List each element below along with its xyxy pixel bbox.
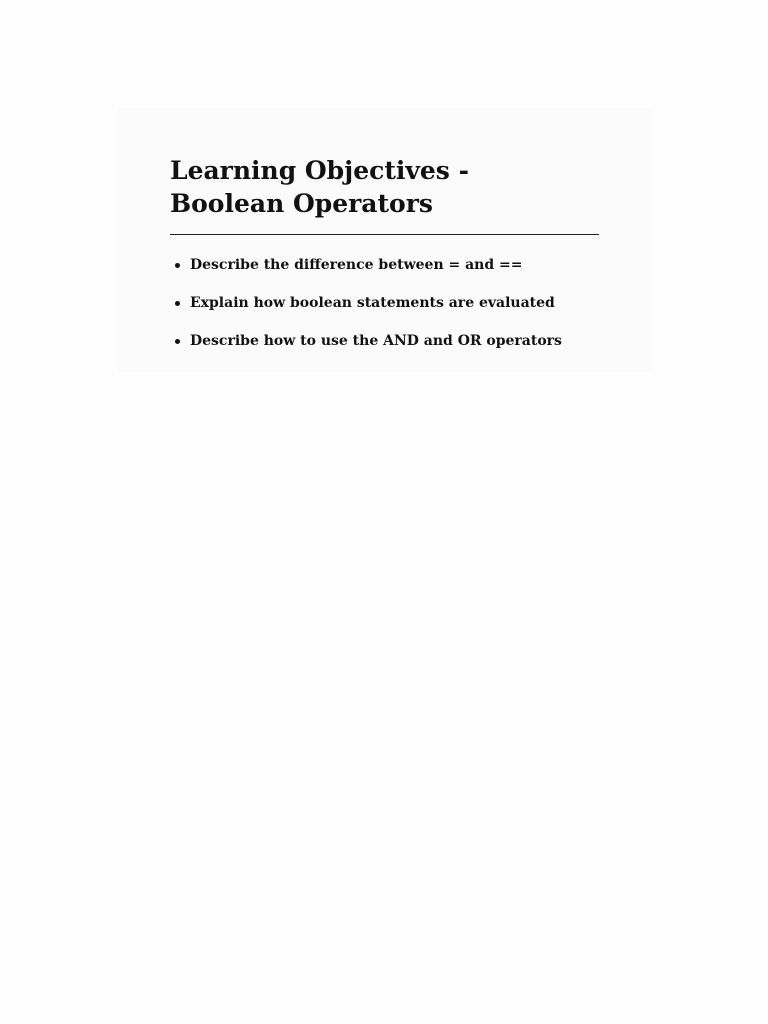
bullet-icon: [175, 301, 180, 306]
objectives-list: [170, 257, 599, 349]
bullet-icon: [175, 263, 180, 268]
objectives-panel: [117, 108, 652, 372]
title-divider: [170, 234, 599, 235]
objective-text: Explain how boolean statements are evaluated: [190, 295, 555, 311]
page-title: Learning Objectives - Boolean Operators: [170, 156, 469, 218]
list-item: [170, 295, 599, 311]
objective-text: Describe how to use the AND and OR operators: [190, 333, 562, 349]
list-item: [170, 333, 599, 349]
objective-text: Describe the difference between = and ==: [190, 257, 523, 273]
bullet-icon: [175, 339, 180, 344]
list-item: [170, 257, 599, 273]
